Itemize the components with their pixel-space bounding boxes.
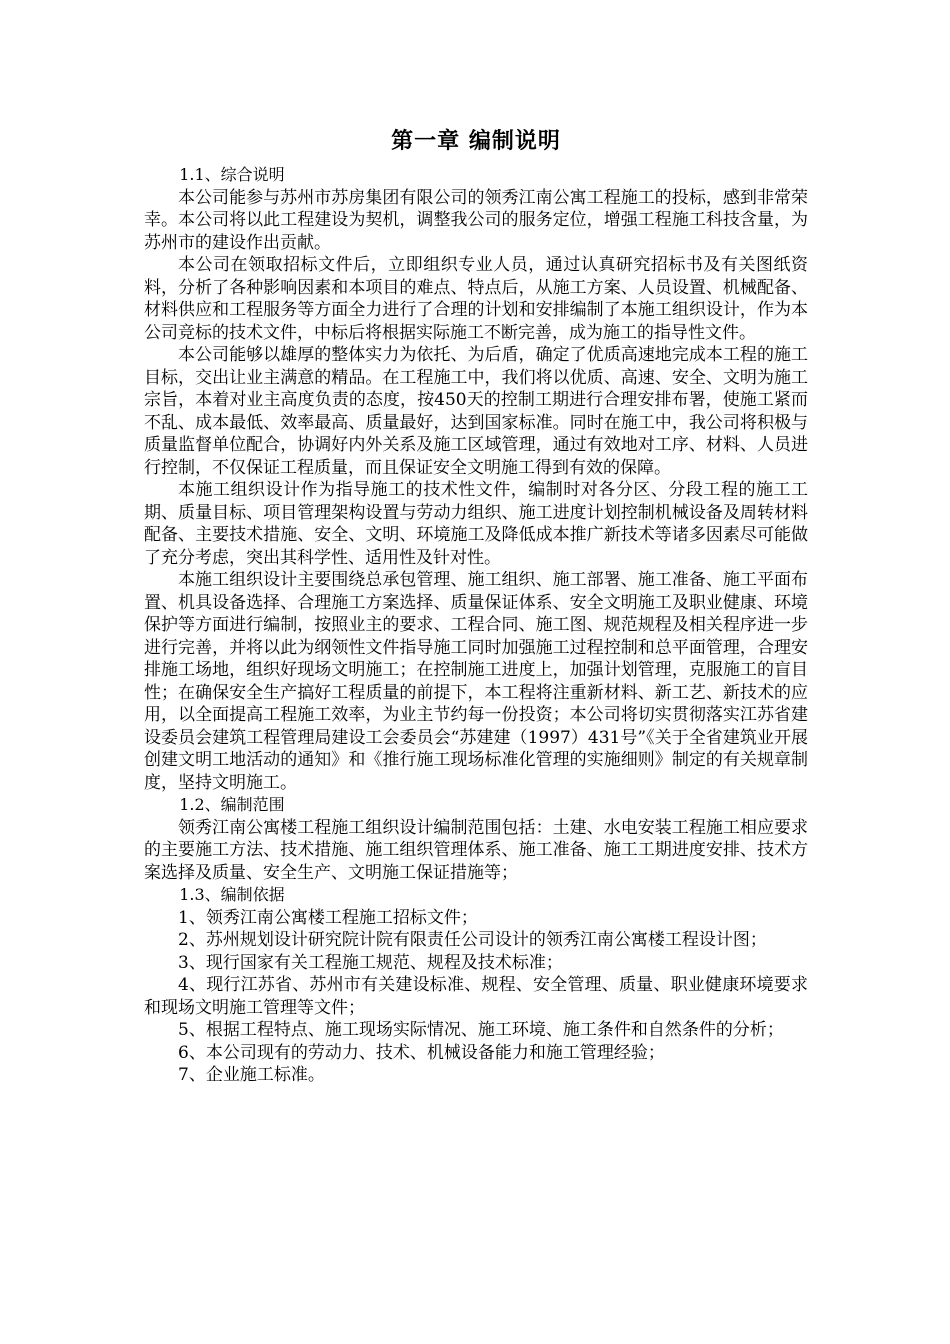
section-overview — [144, 164, 808, 794]
paragraph: 本施工组织设计主要围绕总承包管理、施工组织、施工部署、施工准备、施工平面布置、机具设备选择、合理施工方案选择、质量保证体系、安全文明施工及职业健康、环境保护等方面进行编制，按照业主的要求、工程合同、施工图、规范规程及相关程序进一步进行完善，并将以此为纲领性文件指导施工同时加强施工过程控制和总平面管理，合理安排施工场地，组织好现场文明施工；在控制施工进度上，加强计划管理，克服施工的盲目性；在确保安全生产搞好工程质量的前提下，本工程将注重新材料、新工艺、新技术的应用，以全面提高工程施工效率，为业主节约每一份投资；本公司将切实贯彻落实江苏省建设委员会建筑工程管理局建设工会委员会“苏建建（1997）431号”《关于全省建筑业开展创建文明工地活动的通知》和《推行施工现场标准化管理的实施细则》制定的有关规章制度，坚持文明施工。 — [144, 570, 808, 793]
paragraph: 本公司能够以雄厚的整体实力为依托、为后盾，确定了优质高速地完成本工程的施工目标，交出让业主满意的精品。在工程施工中，我们将以优质、高速、安全、文明为施工宗旨，本着对业主高度负责的态度，按450天的控制工期进行合理安排布署，使施工紧而不乱、成本最低、效率最高、质量最好，达到国家标准。同时在施工中，我公司将积极与质量监督单位配合，协调好内外关系及施工区域管理，通过有效地对工序、材料、人员进行控制，不仅保证工程质量，而且保证安全文明施工得到有效的保障。 — [144, 345, 808, 478]
paragraph: 领秀江南公寓楼工程施工组织设计编制范围包括：土建、水电安装工程施工相应要求的主要施工方法、技术措施、施工组织管理体系、施工准备、施工工期进度安排、技术方案选择及质量、安全生产、文明施工保证措施等； — [144, 817, 808, 883]
chapter-title: 第一章 编制说明 — [391, 129, 561, 154]
section-basis — [144, 884, 808, 1087]
list-item: 4、现行江苏省、苏州市有关建设标准、规程、安全管理、质量、职业健康环境要求和现场文明施工管理等文件； — [144, 975, 808, 1018]
list-item: 2、苏州规划设计研究院计院有限责任公司设计的领秀江南公寓楼工程设计图； — [178, 930, 767, 950]
list-item: 5、根据工程特点、施工现场实际情况、施工环境、施工条件和自然条件的分析； — [178, 1020, 784, 1040]
paragraph: 本施工组织设计作为指导施工的技术性文件，编制时对各分区、分段工程的施工工期、质量目标、项目管理架构设置与劳动力组织、施工进度计划控制机械设备及周转材料配备、主要技术措施、安全、文明、环境施工及降低成本推广新技术等诸多因素尽可能做了充分考虑，突出其科学性、适用性及针对性。 — [144, 480, 808, 568]
list-item: 7、企业施工标准。 — [178, 1065, 325, 1085]
section-scope — [144, 794, 808, 884]
document-page — [144, 122, 808, 1087]
section-heading: 1.3、编制依据 — [179, 885, 285, 904]
paragraph: 本公司在领取招标文件后，立即组织专业人员，通过认真研究招标书及有关图纸资料，分析了各种影响因素和本项目的难点、特点后，从施工方案、人员设置、机械配备、材料供应和工程服务等方面全力进行了合理的计划和安排编制了本施工组织设计，作为本公司竞标的技术文件，中标后将根据实际施工不断完善，成为施工的指导性文件。 — [144, 255, 808, 343]
section-heading: 1.1、综合说明 — [179, 165, 285, 184]
list-item: 6、本公司现有的劳动力、技术、机械设备能力和施工管理经验； — [178, 1042, 665, 1063]
list-item: 3、现行国家有关工程施工规范、规程及技术标准； — [178, 952, 563, 973]
section-heading: 1.2、编制范围 — [179, 795, 285, 814]
paragraph: 本公司能参与苏州市苏房集团有限公司的领秀江南公寓工程施工的投标，感到非常荣幸。本公司将以此工程建设为契机，调整我公司的服务定位，增强工程施工科技含量，为苏州市的建设作出贡献。 — [144, 187, 808, 253]
list-item: 1、领秀江南公寓楼工程施工招标文件； — [178, 907, 478, 928]
